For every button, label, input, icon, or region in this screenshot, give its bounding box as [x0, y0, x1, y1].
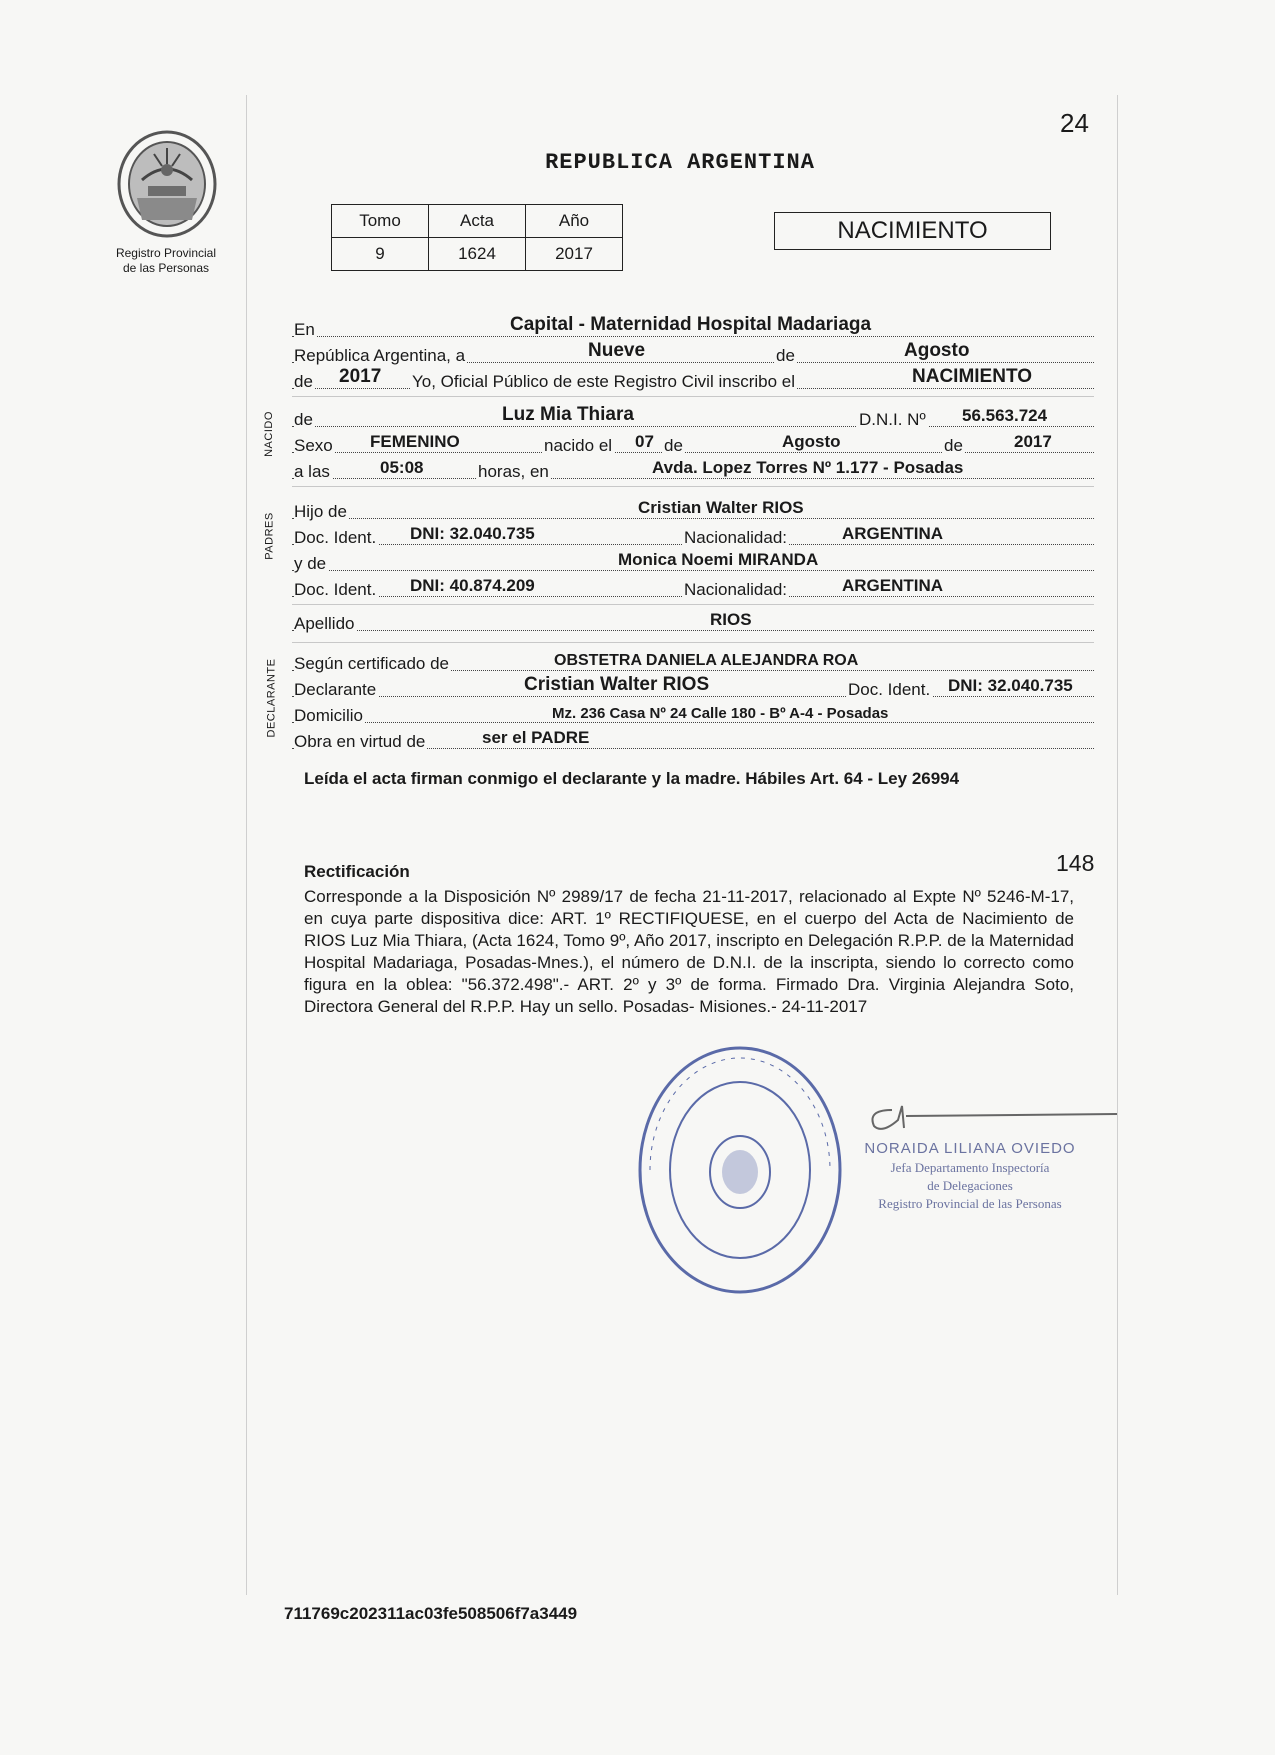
- row-date: [292, 336, 1094, 363]
- row-sex-birth: [292, 426, 1094, 453]
- value-inscribo: NACIMIENTO: [912, 366, 1032, 387]
- label-nac-1: Nacionalidad:: [684, 528, 788, 547]
- row-time-place: [292, 452, 1094, 479]
- seal-caption-line-1: Registro Provincial: [115, 246, 217, 260]
- row-place: [292, 310, 1094, 337]
- row-name: [292, 400, 1094, 427]
- value-month: Agosto: [904, 340, 970, 361]
- table-value-tomo: 9: [332, 238, 429, 271]
- label-hijo: Hijo de: [294, 502, 347, 521]
- value-sexo: FEMENINO: [370, 432, 460, 451]
- table-header-acta: Acta: [429, 205, 526, 238]
- row-certificado: [292, 644, 1094, 671]
- label-de-name: de: [294, 410, 313, 429]
- label-doc-1: Doc. Ident.: [294, 528, 377, 547]
- signature-line-1: Jefa Departamento Inspectoría: [890, 1160, 1050, 1175]
- rectificacion-body: Corresponde a la Disposición Nº 2989/17 de fecha 21-11-2017, relacionado al Expte Nº 5246-M-17, en cuya parte dispositiva dice: ART. 1º RECTIFIQUESE, en el cuerpo del Acta de Nacimiento de RIOS Luz Mia Thiara, (Acta 1624, Tomo 9º, Año 2017, inscripto en Delegación R.P.P. de la Maternidad Hospital Madariaga, Posadas-Mnes.), el número de D.N.I. de la inscripta, siendo lo correcto como figura en la oblea: "56.372.498".- ART. 2º y 3º de forma. Firmado Dra. Virginia Alejandra Soto, Directora General del R.P.P. Hay un sello. Posadas- Misiones.- 24-11-2017: [304, 887, 1074, 1016]
- label-declarante: Declarante: [294, 680, 377, 699]
- document-hash: 711769c202311ac03fe508506f7a3449: [284, 1604, 578, 1623]
- label-de-year: de: [294, 372, 313, 391]
- side-label-padres: PADRES: [263, 512, 276, 560]
- table-value-acta: 1624: [429, 238, 526, 271]
- value-mother-name: Monica Noemi MIRANDA: [618, 550, 819, 569]
- signature-name: NORAIDA LILIANA OVIEDO: [864, 1140, 1076, 1157]
- closing-note: Leída el acta firman conmigo el declarante y la madre. Hábiles Art. 64 - Ley 26994: [304, 769, 960, 788]
- value-time: 05:08: [380, 458, 424, 477]
- row-inscription: [292, 362, 1094, 389]
- label-republica: República Argentina, a: [294, 346, 466, 365]
- value-decl-doc: DNI: 32.040.735: [948, 676, 1073, 695]
- document-title: REPUBLICA ARGENTINA: [545, 150, 815, 175]
- rectificacion-number: 148: [1056, 850, 1095, 876]
- page-number: 24: [1060, 108, 1089, 138]
- table-header-ano: Año: [526, 205, 623, 238]
- row-father-doc: [292, 518, 1094, 545]
- right-margin-line: [1117, 95, 1118, 1595]
- side-label-nacido: NACIDO: [262, 411, 275, 457]
- value-birth-place: Avda. Lopez Torres Nº 1.177 - Posadas: [652, 458, 964, 477]
- label-segun: Según certificado de: [294, 654, 449, 673]
- label-de-month: de: [776, 346, 795, 365]
- value-birth-day: 07: [635, 432, 654, 451]
- value-apellido: RIOS: [710, 610, 752, 629]
- province-seal: [112, 128, 222, 240]
- signature-scribble: [862, 1098, 1122, 1138]
- label-en: En: [294, 320, 315, 339]
- value-mother-doc: DNI: 40.874.209: [410, 576, 535, 595]
- value-father-doc: DNI: 32.040.735: [410, 524, 535, 543]
- label-y-de: y de: [294, 554, 327, 573]
- ministry-stamp-icon: [630, 1040, 850, 1300]
- label-sexo: Sexo: [294, 436, 333, 455]
- table-header-tomo: Tomo: [332, 205, 429, 238]
- value-day: Nueve: [588, 340, 646, 361]
- record-type-box: NACIMIENTO: [774, 212, 1051, 250]
- row-obra: [292, 722, 1094, 749]
- label-horas: horas, en: [478, 462, 549, 481]
- label-obra: Obra en virtud de: [294, 732, 426, 751]
- value-certificado: OBSTETRA DANIELA ALEJANDRA ROA: [554, 652, 859, 669]
- row-declarante: [292, 670, 1094, 697]
- label-birth-de-2: de: [944, 436, 963, 455]
- value-year: 2017: [339, 366, 382, 387]
- official-stamp: [630, 1040, 850, 1300]
- row-mother: [292, 544, 1094, 571]
- label-oficial: Yo, Oficial Público de este Registro Civil inscribo el: [412, 372, 795, 391]
- separator-1: [292, 396, 1094, 397]
- label-nac-2: Nacionalidad:: [684, 580, 788, 599]
- value-birth-month: Agosto: [782, 432, 841, 451]
- table-value-ano: 2017: [526, 238, 623, 271]
- row-apellido: [292, 604, 1094, 631]
- separator-2: [292, 486, 1094, 487]
- value-domicilio: Mz. 236 Casa Nº 24 Calle 180 - Bº A-4 - Posadas: [552, 705, 889, 722]
- misiones-coat-of-arms-icon: [112, 128, 222, 240]
- label-domicilio: Domicilio: [294, 706, 363, 725]
- rectificacion-title: Rectificación: [304, 862, 410, 881]
- row-mother-doc: [292, 570, 1094, 597]
- value-place: Capital - Maternidad Hospital Madariaga: [510, 314, 872, 335]
- registry-table: [331, 204, 623, 271]
- label-apellido: Apellido: [294, 614, 355, 633]
- label-decl-doc: Doc. Ident.: [848, 680, 931, 699]
- side-label-declarante: DECLARANTE: [265, 658, 278, 738]
- left-margin-line: [246, 95, 247, 1595]
- label-alas: a las: [294, 462, 330, 481]
- signature-line-3: Registro Provincial de las Personas: [878, 1196, 1062, 1211]
- value-obra: ser el PADRE: [482, 728, 590, 747]
- value-child-name: Luz Mia Thiara: [502, 404, 634, 425]
- value-birth-year: 2017: [1014, 432, 1052, 451]
- label-dni: D.N.I. Nº: [859, 410, 926, 429]
- value-father-name: Cristian Walter RIOS: [638, 498, 804, 517]
- value-declarante: Cristian Walter RIOS: [524, 674, 710, 695]
- seal-caption-line-2: de las Personas: [122, 261, 210, 275]
- separator-4: [292, 642, 1094, 643]
- label-nacido: nacido el: [544, 436, 613, 455]
- row-father: [292, 492, 1094, 519]
- label-doc-2: Doc. Ident.: [294, 580, 377, 599]
- signature-icon: [862, 1098, 1122, 1138]
- signature-line-2: de Delegaciones: [927, 1178, 1013, 1193]
- row-domicilio: [292, 696, 1094, 723]
- label-birth-de-1: de: [664, 436, 683, 455]
- value-dni: 56.563.724: [962, 406, 1048, 425]
- value-father-nat: ARGENTINA: [842, 524, 944, 543]
- value-mother-nat: ARGENTINA: [842, 576, 944, 595]
